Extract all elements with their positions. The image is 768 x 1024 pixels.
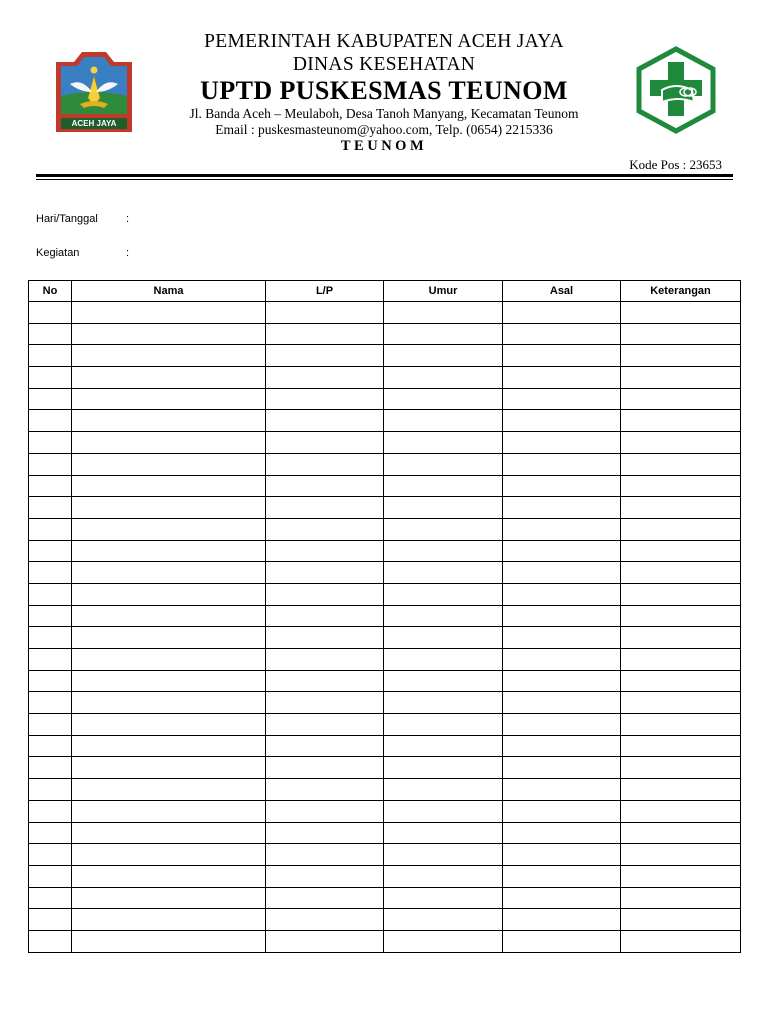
activity-field (36, 247, 129, 259)
table-cell[interactable] (384, 865, 503, 887)
table-cell[interactable] (384, 822, 503, 844)
table-cell[interactable] (72, 583, 266, 605)
table-cell[interactable] (621, 844, 741, 866)
table-cell[interactable] (503, 692, 621, 714)
table-cell[interactable] (621, 345, 741, 367)
table-row (29, 432, 741, 454)
table-cell[interactable] (621, 930, 741, 952)
table-cell[interactable] (72, 627, 266, 649)
column-header-umur: Umur (384, 281, 503, 302)
table-body (29, 302, 741, 953)
table-cell[interactable] (29, 323, 72, 345)
table-cell[interactable] (503, 887, 621, 909)
column-header-nama: Nama (72, 281, 266, 302)
table-cell[interactable] (29, 627, 72, 649)
table-row (29, 410, 741, 432)
table-cell[interactable] (384, 302, 503, 324)
table-row (29, 649, 741, 671)
table-cell[interactable] (621, 518, 741, 540)
table-cell[interactable] (384, 432, 503, 454)
table-cell[interactable] (384, 367, 503, 389)
table-cell[interactable] (621, 475, 741, 497)
header-divider-thick (36, 174, 733, 177)
table-cell[interactable] (503, 388, 621, 410)
table-cell[interactable] (503, 410, 621, 432)
table-cell[interactable] (384, 323, 503, 345)
table-cell[interactable] (29, 757, 72, 779)
table-row (29, 302, 741, 324)
emblem-caption: ACEH JAYA (71, 119, 117, 128)
table-cell[interactable] (72, 518, 266, 540)
contact-line: Email : puskesmasteunom@yahoo.com, Telp. (0654) 2215336 (215, 122, 553, 137)
table-cell[interactable] (503, 540, 621, 562)
table-cell[interactable] (621, 583, 741, 605)
table-cell[interactable] (384, 410, 503, 432)
table-cell[interactable] (72, 735, 266, 757)
table-cell[interactable] (503, 345, 621, 367)
table-cell[interactable] (621, 692, 741, 714)
table-cell[interactable] (621, 670, 741, 692)
table-cell[interactable] (72, 475, 266, 497)
table-row (29, 822, 741, 844)
city-line: TEUNOM (340, 138, 428, 154)
table-row (29, 757, 741, 779)
table-cell[interactable] (503, 583, 621, 605)
table-cell[interactable] (266, 475, 384, 497)
table-cell[interactable] (72, 323, 266, 345)
activity-label: Kegiatan (36, 247, 80, 259)
activity-colon: : (126, 247, 130, 259)
table-row (29, 583, 741, 605)
table-cell[interactable] (503, 627, 621, 649)
table-cell[interactable] (29, 887, 72, 909)
column-header-lp: L/P (266, 281, 384, 302)
column-header-no: No (29, 281, 72, 302)
table-cell[interactable] (266, 518, 384, 540)
table-cell[interactable] (503, 757, 621, 779)
table-cell[interactable] (503, 562, 621, 584)
table-cell[interactable] (72, 302, 266, 324)
table-cell[interactable] (384, 887, 503, 909)
table-cell[interactable] (29, 800, 72, 822)
table-cell[interactable] (621, 453, 741, 475)
table-cell[interactable] (266, 345, 384, 367)
table-cell[interactable] (72, 909, 266, 931)
table-row (29, 865, 741, 887)
table-cell[interactable] (72, 800, 266, 822)
table-cell[interactable] (266, 649, 384, 671)
table-cell[interactable] (29, 670, 72, 692)
table-cell[interactable] (503, 367, 621, 389)
table-cell[interactable] (29, 822, 72, 844)
table-cell[interactable] (384, 735, 503, 757)
table-row (29, 800, 741, 822)
table-cell[interactable] (503, 735, 621, 757)
table-cell[interactable] (621, 540, 741, 562)
table-cell[interactable] (29, 562, 72, 584)
table-cell[interactable] (384, 518, 503, 540)
table-row (29, 540, 741, 562)
table-cell[interactable] (29, 540, 72, 562)
table-cell[interactable] (72, 757, 266, 779)
table-row (29, 930, 741, 952)
table-cell[interactable] (503, 497, 621, 519)
table-cell[interactable] (72, 345, 266, 367)
table-cell[interactable] (29, 410, 72, 432)
table-cell[interactable] (29, 367, 72, 389)
header-divider-thin (36, 179, 733, 180)
table-row (29, 518, 741, 540)
table-cell[interactable] (621, 822, 741, 844)
table-cell[interactable] (384, 345, 503, 367)
table-cell[interactable] (621, 887, 741, 909)
institution-title: UPTD PUSKESMAS TEUNOM (200, 76, 568, 105)
table-cell[interactable] (621, 779, 741, 801)
table-cell[interactable] (266, 432, 384, 454)
table-cell[interactable] (72, 453, 266, 475)
table-cell[interactable] (384, 909, 503, 931)
table-cell[interactable] (384, 670, 503, 692)
table-cell[interactable] (384, 627, 503, 649)
table-cell[interactable] (503, 475, 621, 497)
table-cell[interactable] (503, 930, 621, 952)
table-cell[interactable] (503, 909, 621, 931)
table-cell[interactable] (266, 757, 384, 779)
address-line: Jl. Banda Aceh – Meulaboh, Desa Tanoh Manyang, Kecamatan Teunom (189, 106, 579, 121)
table-cell[interactable] (384, 757, 503, 779)
table-cell[interactable] (266, 583, 384, 605)
table-cell[interactable] (29, 453, 72, 475)
table-cell[interactable] (621, 714, 741, 736)
table-cell[interactable] (384, 779, 503, 801)
table-cell[interactable] (266, 822, 384, 844)
date-label: Hari/Tanggal (36, 213, 98, 225)
date-colon: : (126, 213, 130, 225)
table-cell[interactable] (503, 518, 621, 540)
table-cell[interactable] (621, 497, 741, 519)
table-row (29, 844, 741, 866)
table-cell[interactable] (29, 605, 72, 627)
table-cell[interactable] (266, 909, 384, 931)
table-cell[interactable] (72, 887, 266, 909)
government-line: PEMERINTAH KABUPATEN ACEH JAYA (204, 31, 564, 52)
table-cell[interactable] (29, 692, 72, 714)
table-cell[interactable] (29, 388, 72, 410)
table-cell[interactable] (384, 649, 503, 671)
table-cell[interactable] (266, 865, 384, 887)
table-cell[interactable] (29, 432, 72, 454)
table-cell[interactable] (29, 930, 72, 952)
table-cell[interactable] (384, 562, 503, 584)
table-row (29, 605, 741, 627)
table-cell[interactable] (29, 735, 72, 757)
table-cell[interactable] (384, 540, 503, 562)
table-cell[interactable] (503, 779, 621, 801)
table-cell[interactable] (72, 540, 266, 562)
table-cell[interactable] (384, 930, 503, 952)
table-cell[interactable] (72, 367, 266, 389)
table-cell[interactable] (266, 323, 384, 345)
table-cell[interactable] (621, 562, 741, 584)
table-cell[interactable] (384, 800, 503, 822)
table-row (29, 562, 741, 584)
table-cell[interactable] (503, 649, 621, 671)
table-cell[interactable] (266, 540, 384, 562)
table-cell[interactable] (503, 670, 621, 692)
table-row (29, 887, 741, 909)
table-cell[interactable] (72, 779, 266, 801)
table-cell[interactable] (72, 432, 266, 454)
table-cell[interactable] (72, 714, 266, 736)
table-cell[interactable] (29, 345, 72, 367)
table-cell[interactable] (266, 670, 384, 692)
table-row (29, 345, 741, 367)
table-cell[interactable] (266, 562, 384, 584)
column-header-keterangan: Keterangan (621, 281, 741, 302)
table-row (29, 909, 741, 931)
table-cell[interactable] (72, 865, 266, 887)
table-cell[interactable] (29, 779, 72, 801)
table-row (29, 692, 741, 714)
table-cell[interactable] (621, 388, 741, 410)
table-cell[interactable] (29, 909, 72, 931)
table-cell[interactable] (266, 714, 384, 736)
table-cell[interactable] (266, 844, 384, 866)
table-cell[interactable] (384, 844, 503, 866)
table-cell[interactable] (384, 388, 503, 410)
table-cell[interactable] (266, 930, 384, 952)
table-cell[interactable] (503, 800, 621, 822)
table-cell[interactable] (621, 909, 741, 931)
table-cell[interactable] (384, 583, 503, 605)
table-cell[interactable] (621, 757, 741, 779)
table-cell[interactable] (72, 930, 266, 952)
table-row (29, 735, 741, 757)
table-cell[interactable] (72, 822, 266, 844)
table-cell[interactable] (72, 497, 266, 519)
table-cell[interactable] (384, 453, 503, 475)
table-cell[interactable] (72, 692, 266, 714)
table-cell[interactable] (266, 800, 384, 822)
table-cell[interactable] (503, 714, 621, 736)
table-cell[interactable] (266, 367, 384, 389)
table-row (29, 367, 741, 389)
table-header-row (29, 281, 741, 302)
table-cell[interactable] (266, 779, 384, 801)
table-cell[interactable] (29, 518, 72, 540)
table-cell[interactable] (621, 302, 741, 324)
table-row (29, 779, 741, 801)
date-field (36, 213, 129, 225)
table-cell[interactable] (72, 670, 266, 692)
table-cell[interactable] (621, 800, 741, 822)
table-cell[interactable] (72, 562, 266, 584)
table-cell[interactable] (503, 302, 621, 324)
column-header-asal: Asal (503, 281, 621, 302)
table-cell[interactable] (266, 692, 384, 714)
table-cell[interactable] (503, 432, 621, 454)
table-cell[interactable] (266, 302, 384, 324)
table-cell[interactable] (266, 388, 384, 410)
table-cell[interactable] (72, 844, 266, 866)
table-row (29, 453, 741, 475)
table-cell[interactable] (621, 410, 741, 432)
department-line: DINAS KESEHATAN (292, 54, 476, 75)
table-cell[interactable] (72, 410, 266, 432)
table-cell[interactable] (503, 844, 621, 866)
table-cell[interactable] (266, 410, 384, 432)
attendance-table (28, 280, 741, 953)
puskesmas-cross-logo-icon (632, 46, 720, 134)
table-cell[interactable] (621, 865, 741, 887)
table-cell[interactable] (503, 323, 621, 345)
table-cell[interactable] (266, 735, 384, 757)
table-cell[interactable] (384, 497, 503, 519)
table-cell[interactable] (503, 865, 621, 887)
table-row (29, 323, 741, 345)
table-row (29, 714, 741, 736)
table-cell[interactable] (503, 605, 621, 627)
table-cell[interactable] (621, 649, 741, 671)
table-cell[interactable] (384, 475, 503, 497)
table-cell[interactable] (29, 865, 72, 887)
table-cell[interactable] (29, 649, 72, 671)
postal-code: Kode Pos : 23653 (629, 157, 722, 172)
table-cell[interactable] (72, 605, 266, 627)
letterhead (0, 0, 768, 190)
table-cell[interactable] (29, 497, 72, 519)
table-cell[interactable] (503, 453, 621, 475)
table-cell[interactable] (266, 497, 384, 519)
table-row (29, 388, 741, 410)
table-cell[interactable] (621, 323, 741, 345)
table-cell[interactable] (621, 432, 741, 454)
table-cell[interactable] (29, 475, 72, 497)
table-cell[interactable] (621, 367, 741, 389)
table-cell[interactable] (29, 583, 72, 605)
table-cell[interactable] (266, 605, 384, 627)
table-row (29, 497, 741, 519)
table-cell[interactable] (29, 302, 72, 324)
table-cell[interactable] (266, 627, 384, 649)
table-row (29, 475, 741, 497)
table-cell[interactable] (621, 605, 741, 627)
table-cell[interactable] (384, 605, 503, 627)
table-row (29, 670, 741, 692)
table-cell[interactable] (503, 822, 621, 844)
table-row (29, 627, 741, 649)
table-cell[interactable] (29, 714, 72, 736)
table-cell[interactable] (29, 844, 72, 866)
table-cell[interactable] (72, 388, 266, 410)
table-cell[interactable] (384, 692, 503, 714)
table-cell[interactable] (621, 735, 741, 757)
table-cell[interactable] (72, 649, 266, 671)
table-cell[interactable] (266, 887, 384, 909)
table-cell[interactable] (384, 714, 503, 736)
table-cell[interactable] (266, 453, 384, 475)
table-cell[interactable] (621, 627, 741, 649)
